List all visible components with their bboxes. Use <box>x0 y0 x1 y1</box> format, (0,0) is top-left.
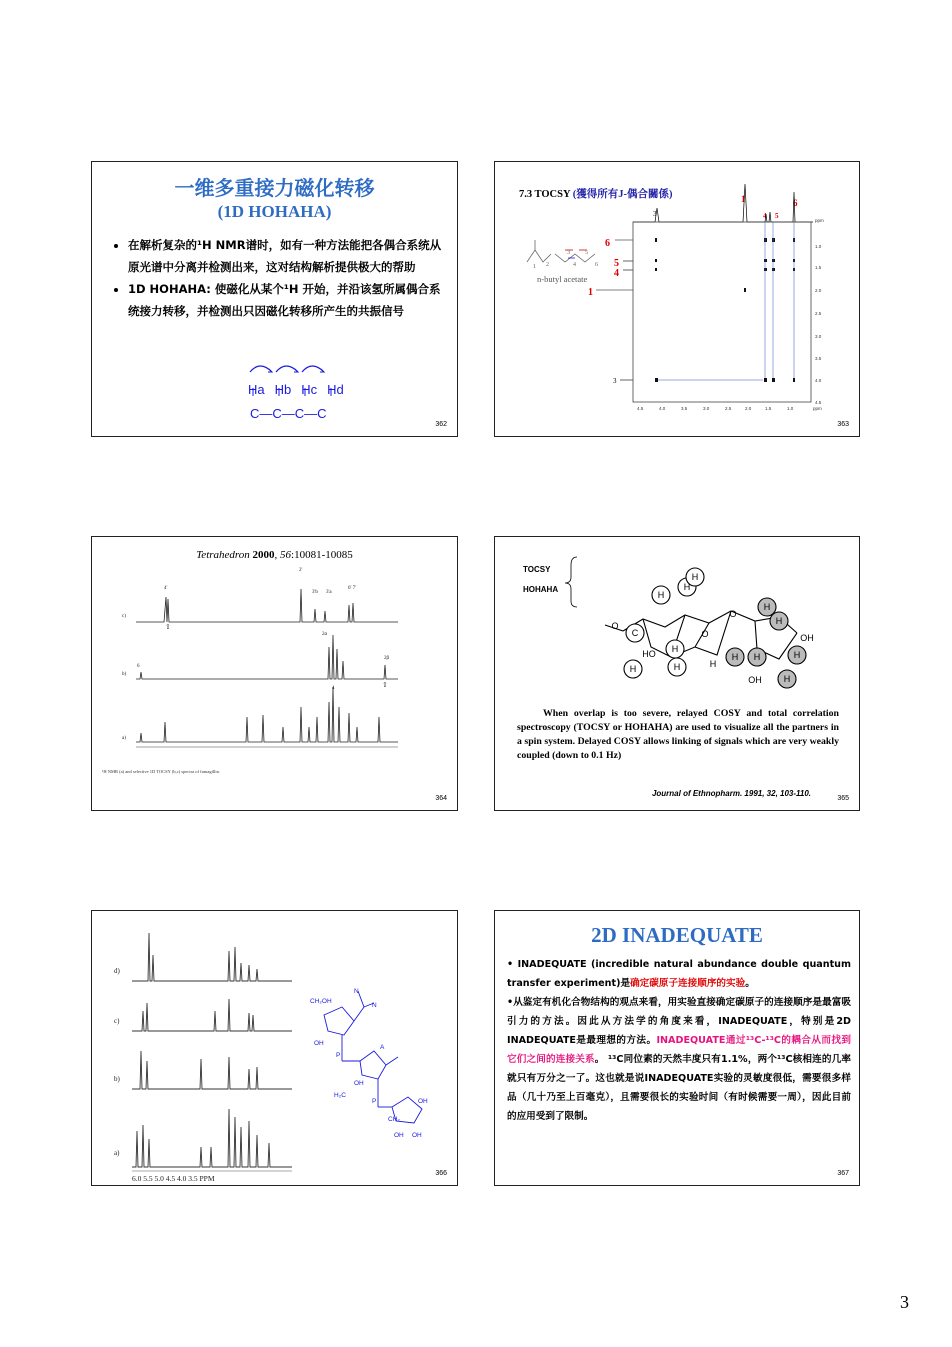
svg-text:O: O <box>729 609 737 619</box>
svg-text:3.5: 3.5 <box>681 406 688 411</box>
slide-365 <box>494 536 860 811</box>
svg-text:ppm: ppm <box>813 406 822 411</box>
svg-text:HO: HO <box>642 649 656 659</box>
svg-text:O: O <box>611 621 619 631</box>
svg-text:1.5: 1.5 <box>765 406 772 411</box>
svg-text:H: H <box>709 659 717 669</box>
svg-text:5: 5 <box>614 258 619 269</box>
svg-text:H: H <box>793 650 801 660</box>
proton-label: Hd <box>327 382 344 397</box>
slide-title-cn: 一维多重接力磁化转移 <box>174 176 375 200</box>
svg-text:c): c) <box>114 1017 120 1025</box>
svg-text:3: 3 <box>653 210 657 218</box>
svg-text:OH: OH <box>394 1132 404 1139</box>
svg-text:1.5: 1.5 <box>815 265 822 270</box>
bullet-item: • 在解析复杂的¹H NMR谱时，如有一种方法能把各偶合系统从原光谱中分离并检测出来，这对结构解析提供极大的帮助 <box>128 234 448 278</box>
slide-number: 363 <box>837 421 849 428</box>
svg-text:H: H <box>731 652 739 662</box>
tocsy-spectrum <box>495 162 861 438</box>
svg-text:H: H <box>753 652 761 662</box>
journal-reference: Journal of Ethnopharm. 1991, 32, 103-110. <box>651 789 811 798</box>
svg-text:1: 1 <box>533 264 536 270</box>
paragraph-2: •从鉴定有机化合物结构的观点来看，用实验直接确定碳原子的连接顺序是最富吸引力的方法。因此从方法学的角度来看，INADEQUATE，特别是2D INADEQUATE是最理想的方法。INADEQUATE通过¹³C-¹³C的耦合从而找到它们之间的连接关系。 ¹³C同位素的天然丰度只有1.1%，两个¹³C核相连的几率就只有万分之一了。这也就是说INADEQUATE实验的灵敏度很低，需要很多样品（几十乃至上百毫克），且需要很长的实验时间（有时候需要一周），因此目前的应用受到了限制。 <box>507 997 852 1122</box>
slide-number: 365 <box>837 795 849 802</box>
slide-number: 366 <box>435 1170 447 1177</box>
svg-text:b): b) <box>114 1075 120 1083</box>
paragraph-1: • INADEQUATE (incredible natural abundance double quantum transfer experiment)是确定碳原子连接顺序的实验。 <box>507 959 851 989</box>
svg-text:OH: OH <box>314 1040 324 1047</box>
svg-text:OH: OH <box>418 1098 428 1105</box>
svg-text:H: H <box>629 664 637 674</box>
svg-text:4.5: 4.5 <box>637 406 644 411</box>
proton-label: Hc <box>301 382 318 397</box>
slide-364 <box>91 536 458 811</box>
svg-text:4': 4' <box>164 586 168 591</box>
nmr-spectra-stack <box>92 911 459 1187</box>
carbon-chain: C—C—C—C <box>250 406 327 421</box>
proton-label: Hb <box>274 382 292 397</box>
svg-text:6' 7': 6' 7' <box>348 586 357 591</box>
svg-text:P: P <box>336 1052 341 1059</box>
svg-text:1.0: 1.0 <box>787 406 794 411</box>
svg-text:2: 2 <box>546 262 549 268</box>
svg-text:b): b) <box>122 672 127 677</box>
svg-text:OH: OH <box>354 1080 364 1087</box>
svg-text:H: H <box>775 616 783 626</box>
svg-text:N: N <box>372 1002 377 1009</box>
svg-text:3.5: 3.5 <box>815 356 822 361</box>
svg-text:3: 3 <box>613 377 617 385</box>
svg-text:1: 1 <box>588 287 593 298</box>
svg-text:3'b: 3'b <box>312 590 318 595</box>
svg-text:O: O <box>701 629 709 639</box>
bullet-list <box>114 234 448 322</box>
svg-text:c): c) <box>122 614 126 619</box>
description-paragraph: When overlap is too severe, relayed COSY and total correlation spectroscopy (TOCSY or HOHAHA) are used to visualize all the partners in a spin system. Delayed COSY allows linking of signals which are very weakly coupled (down to 0.1 Hz) <box>517 708 839 761</box>
svg-text:CH₂: CH₂ <box>388 1116 400 1123</box>
bullet-item: • 1D HOHAHA: 使磁化从某个¹H 开始，并沿该氢所属偶合系统接力转移，并检测出只因磁化转移所产生的共振信号 <box>128 278 448 322</box>
svg-text:a): a) <box>122 736 126 741</box>
svg-text:2.5: 2.5 <box>725 406 732 411</box>
svg-text:H₂C: H₂C <box>334 1092 346 1099</box>
svg-text:a): a) <box>114 1149 120 1157</box>
slide-number: 364 <box>435 795 447 802</box>
svg-text:⇧: ⇧ <box>382 681 388 689</box>
slide-number: 367 <box>837 1170 849 1177</box>
svg-text:H: H <box>691 572 699 582</box>
svg-text:2.0: 2.0 <box>815 288 822 293</box>
svg-text:d): d) <box>114 967 120 975</box>
svg-text:1.0: 1.0 <box>815 244 822 249</box>
slide-number: 362 <box>435 421 447 428</box>
svg-text:6.0 5.5 5.0 4.5 4.0 3.5 P: 6.0 5.5 5.0 4.5 4.0 3.5 PPM <box>132 1174 215 1183</box>
svg-text:H: H <box>673 662 681 672</box>
svg-text:2': 2' <box>299 568 303 573</box>
svg-text:1: 1 <box>741 194 746 204</box>
svg-text:H: H <box>763 602 771 612</box>
svg-text:OH: OH <box>412 1132 422 1139</box>
svg-text:4.0: 4.0 <box>815 378 822 383</box>
slide-362 <box>91 161 458 437</box>
svg-text:2β: 2β <box>384 656 390 661</box>
slide-363 <box>494 161 860 437</box>
svg-text:C: C <box>631 628 639 638</box>
svg-text:OH: OH <box>748 675 762 685</box>
svg-text:2.5: 2.5 <box>815 311 822 316</box>
svg-text:CH₂OH: CH₂OH <box>310 998 332 1005</box>
slide-title-en: (1D HOHAHA) <box>217 202 332 221</box>
page-number: 3 <box>900 1292 909 1312</box>
svg-text:4: 4 <box>614 268 619 279</box>
svg-text:4: 4 <box>332 686 335 691</box>
svg-text:3.0: 3.0 <box>815 334 822 339</box>
slide-367 <box>494 910 860 1186</box>
svg-text:N: N <box>354 988 359 995</box>
slide-366 <box>91 910 458 1186</box>
slide-body <box>507 955 851 1126</box>
svg-text:H: H <box>671 644 679 654</box>
molecule-spin-system <box>495 537 861 707</box>
svg-text:H: H <box>657 590 665 600</box>
svg-text:3: 3 <box>567 250 570 256</box>
slide-title: 7.3 TOCSY (獲得所有J-偶合關係) <box>519 189 673 200</box>
svg-text:H: H <box>783 674 791 684</box>
svg-text:2.0: 2.0 <box>745 406 752 411</box>
svg-text:P: P <box>372 1098 377 1105</box>
svg-text:4: 4 <box>573 262 576 268</box>
svg-text:4.5: 4.5 <box>815 400 822 405</box>
svg-text:4.0: 4.0 <box>659 406 666 411</box>
svg-text:3.0: 3.0 <box>703 406 710 411</box>
hohaha-label: HOHAHA <box>523 585 559 594</box>
slide-title: 2D INADEQUATE <box>591 923 763 947</box>
svg-text:2α: 2α <box>322 632 328 637</box>
svg-text:5: 5 <box>775 212 779 220</box>
svg-text:⇧: ⇧ <box>165 623 171 631</box>
svg-text:H: H <box>683 582 691 592</box>
svg-text:ppm: ppm <box>815 218 824 223</box>
svg-text:6: 6 <box>137 664 140 669</box>
compound-name: n-butyl acetate <box>537 274 588 284</box>
citation: Tetrahedron 2000, 56:10081-10085 <box>196 549 353 561</box>
svg-text:OH: OH <box>800 633 814 643</box>
svg-text:3'a: 3'a <box>326 590 332 595</box>
svg-text:5: 5 <box>585 250 588 256</box>
svg-text:A: A <box>380 1044 385 1051</box>
svg-text:6: 6 <box>605 238 610 249</box>
svg-text:6: 6 <box>793 198 798 208</box>
figure-caption: ¹H NMR (a) and selective 1D TOCSY (b,c) spectra of fumagillin. <box>102 769 220 774</box>
tocsy-label: TOCSY <box>523 565 551 574</box>
svg-text:6: 6 <box>595 262 598 268</box>
svg-text:4: 4 <box>763 212 767 220</box>
proton-label: Ha <box>248 382 265 397</box>
